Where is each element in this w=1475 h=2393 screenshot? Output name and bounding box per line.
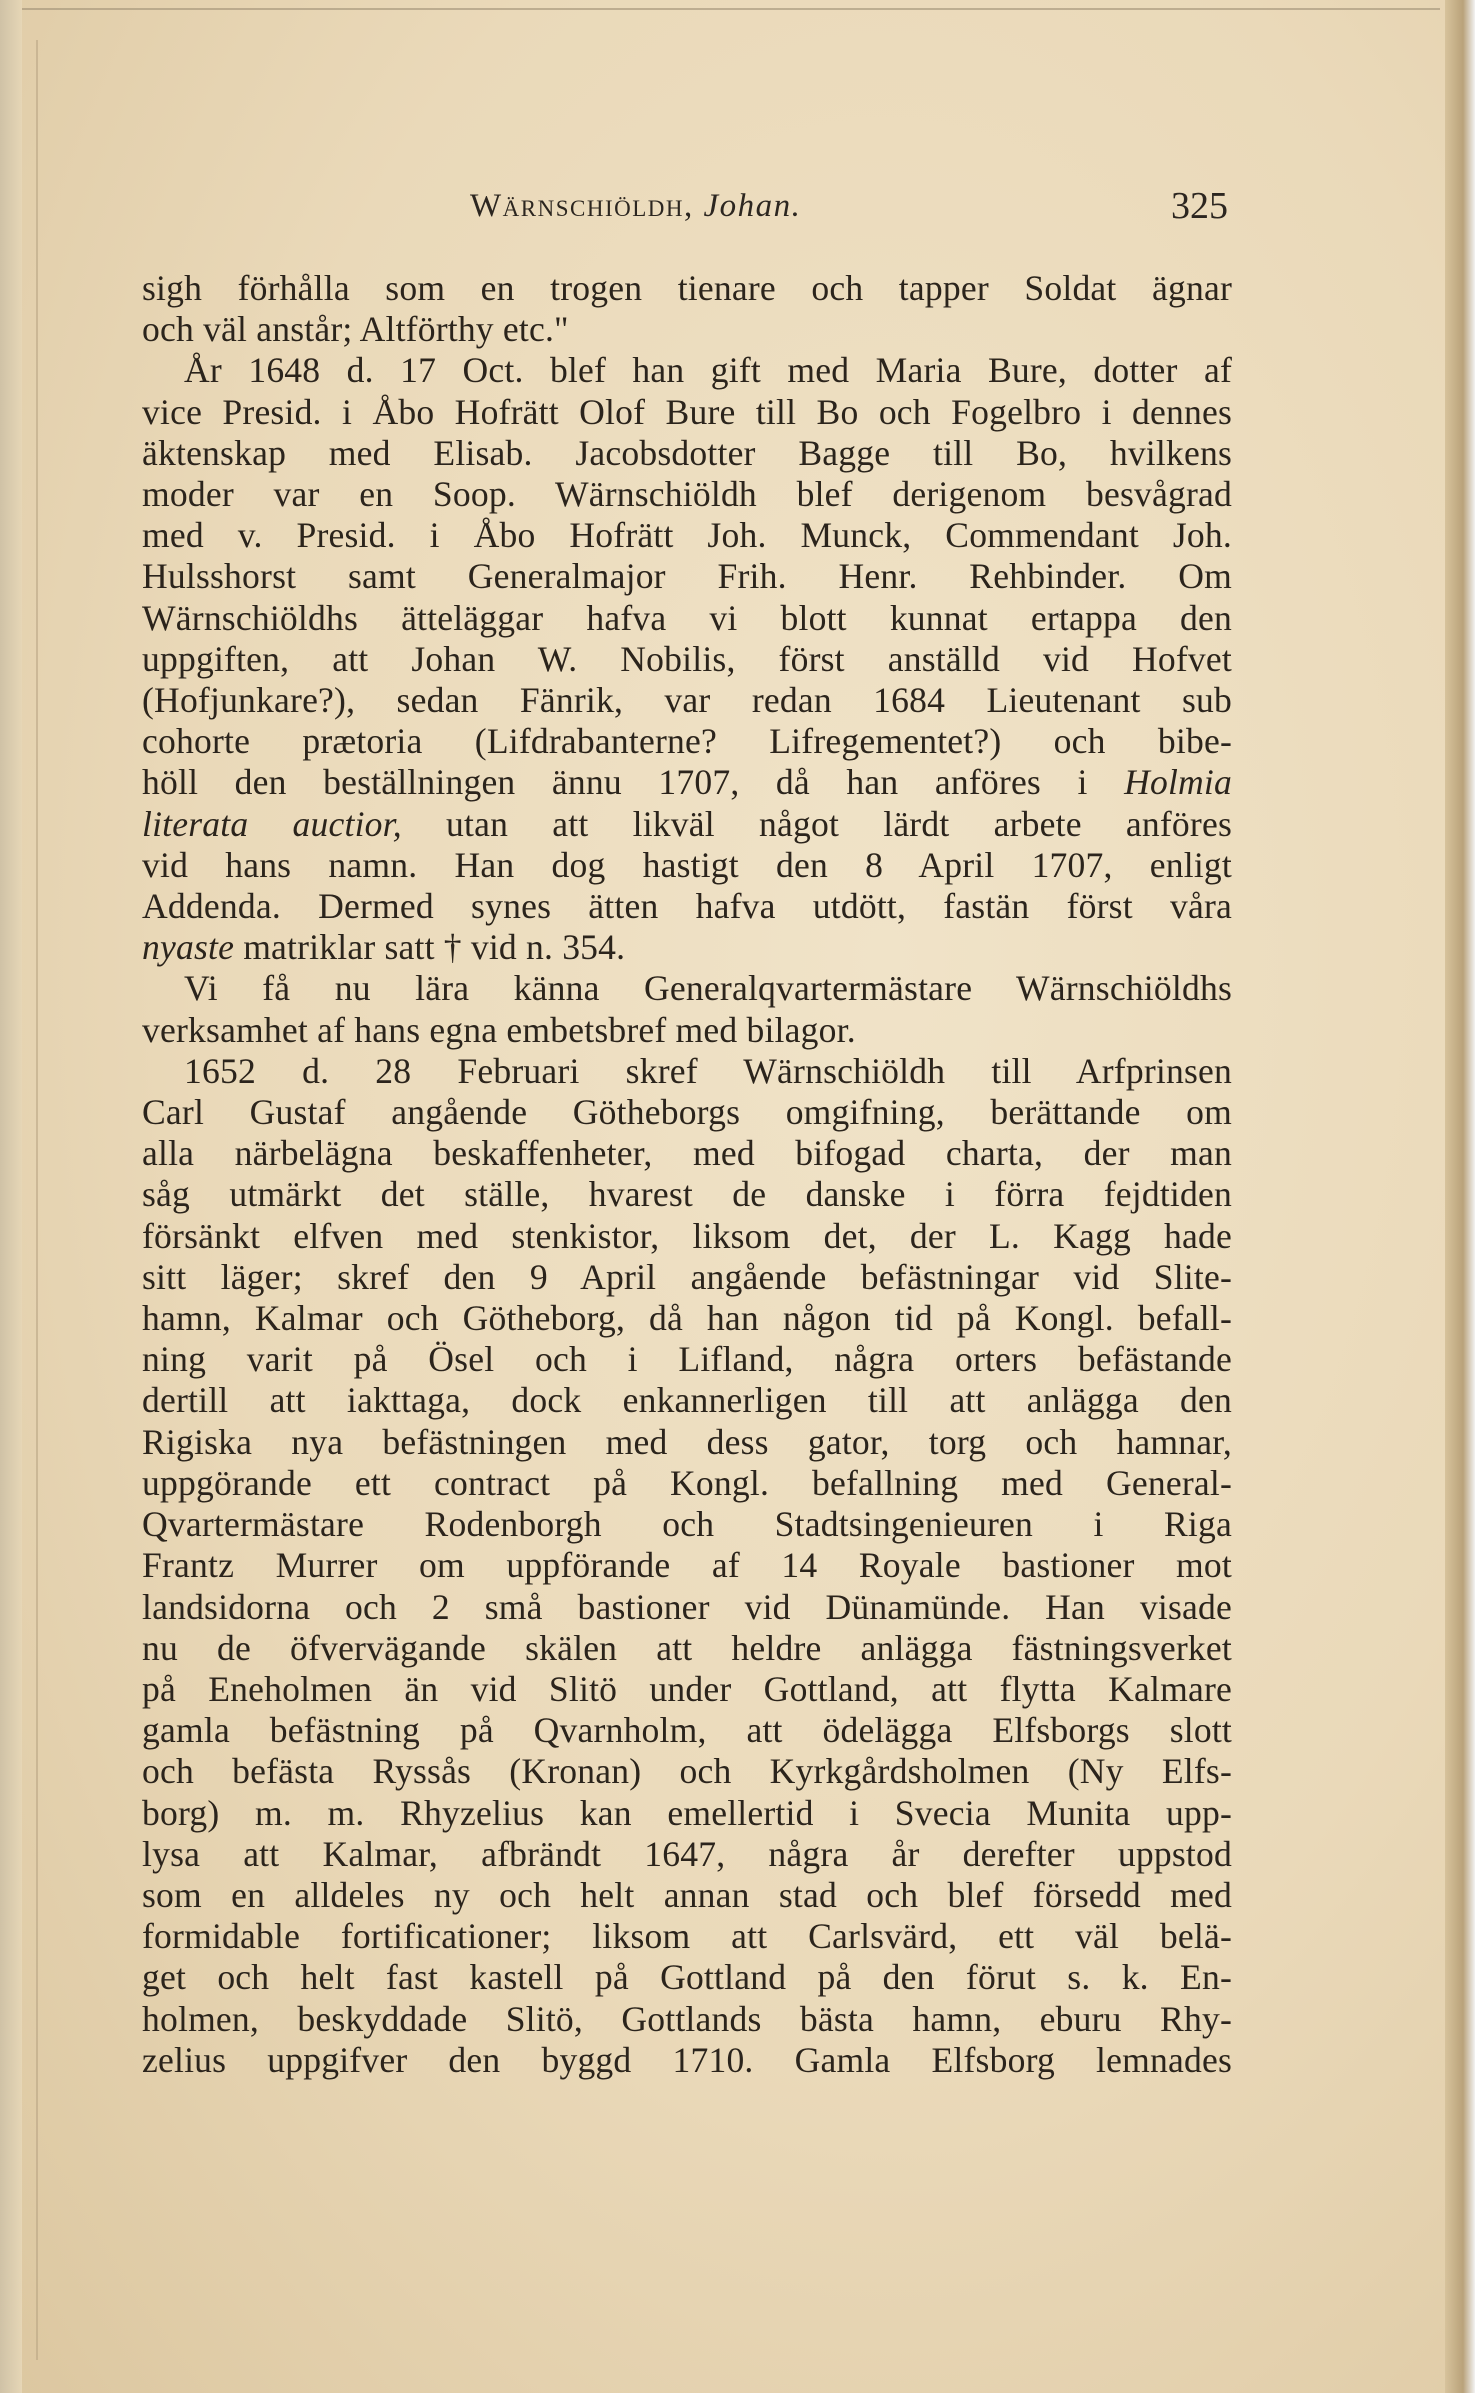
text-fragment: Rigiska nya befästningen med dess gator, torg och hamnar, (142, 1421, 1232, 1462)
running-title (470, 188, 801, 225)
text-fragment: såg utmärkt det ställe, hvarest de danske i förra fejdtiden (142, 1174, 1232, 1215)
text-line (142, 1545, 1232, 1586)
text-line (142, 1999, 1232, 2040)
text-line (142, 474, 1232, 515)
page-number: 325 (1171, 185, 1228, 227)
text-line (142, 886, 1232, 927)
text-line (142, 1875, 1232, 1916)
text-fragment: Qvartermästare Rodenborgh och Stadtsingenieuren i Riga (142, 1504, 1232, 1545)
italic-text: literata auctior, (142, 803, 402, 844)
text-line (142, 556, 1232, 597)
text-fragment: försänkt elfven med stenkistor, liksom det, der L. Kagg hade (142, 1215, 1232, 1256)
text-line (142, 392, 1232, 433)
text-fragment: verksamhet af hans egna embetsbref med bilagor. (142, 1009, 856, 1050)
text-fragment: landsidorna och 2 små bastioner vid Dünamünde. Han visade (142, 1586, 1232, 1627)
text-line (142, 268, 1232, 309)
text-fragment: äktenskap med Elisab. Jacobsdotter Bagge till Bo, hvilkens (142, 432, 1232, 473)
text-line (142, 762, 1232, 803)
running-header (140, 180, 1240, 240)
text-fragment: vice Presid. i Åbo Hofrätt Olof Bure till Bo och Fogelbro i dennes (142, 391, 1232, 432)
text-line (142, 1298, 1232, 1339)
text-fragment: (Hofjunkare?), sedan Fänrik, var redan 1684 Lieutenant sub (142, 680, 1232, 721)
italic-text: nyaste (142, 927, 235, 968)
text-line (142, 1010, 1232, 1051)
text-line (142, 1133, 1232, 1174)
text-fragment: höll den beställningen ännu 1707, då han anföres i (142, 762, 1125, 803)
text-fragment: dertill att iakttaga, dock enkannerligen till att anlägga den (142, 1380, 1232, 1421)
text-fragment: holmen, beskyddade Slitö, Gottlands bästa hamn, eburu Rhy- (142, 1998, 1232, 2039)
page-fold-line (36, 40, 38, 2360)
text-line (142, 1380, 1232, 1421)
text-line (142, 1216, 1232, 1257)
text-line (142, 927, 1232, 968)
text-fragment: Vi få nu lära känna Generalqvartermästare Wärnschiöldhs (184, 968, 1232, 1009)
text-fragment: Hulsshorst samt Generalmajor Frih. Henr. Rehbinder. Om (142, 556, 1232, 597)
text-line (142, 598, 1232, 639)
text-fragment: sitt läger; skref den 9 April angående befästningar vid Slite- (142, 1256, 1232, 1297)
text-fragment: Carl Gustaf angående Götheborgs omgifning, berättande om (142, 1092, 1232, 1133)
text-fragment: gamla befästning på Qvarnholm, att ödelägga Elfsborgs slott (142, 1710, 1232, 1751)
text-fragment: matriklar satt † vid n. 354. (234, 927, 626, 968)
text-line (142, 1092, 1232, 1133)
text-line (142, 1751, 1232, 1792)
text-fragment: som en alldeles ny och helt annan stad och blef försedd med (142, 1874, 1232, 1915)
text-fragment: och befästa Ryssås (Kronan) och Kyrkgårdsholmen (Ny Elfs- (142, 1751, 1232, 1792)
text-fragment: År 1648 d. 17 Oct. blef han gift med Maria Bure, dotter af (184, 350, 1232, 391)
text-fragment: Frantz Murrer om uppförande af 14 Royale bastioner mot (142, 1545, 1232, 1586)
text-fragment: cohorte prætoria (Lifdrabanterne? Lifregementet?) och bibe- (142, 721, 1232, 762)
text-line (142, 1669, 1232, 1710)
text-fragment: ning varit på Ösel och i Lifland, några orters befästande (142, 1339, 1232, 1380)
text-fragment: vid hans namn. Han dog hastigt den 8 April 1707, enligt (142, 844, 1232, 885)
text-fragment: alla närbelägna beskaffenheter, med bifogad charta, der man (142, 1133, 1232, 1174)
text-line (142, 1257, 1232, 1298)
text-fragment: och väl anstår; Altförthy etc." (142, 309, 569, 350)
text-fragment: hamn, Kalmar och Götheborg, då han någon tid på Kongl. befall- (142, 1298, 1232, 1339)
body-text (142, 268, 1232, 2081)
text-line (142, 1710, 1232, 1751)
text-line (142, 639, 1232, 680)
text-fragment: Addenda. Dermed synes ätten hafva utdött, fastän först våra (142, 886, 1232, 927)
text-line (142, 1504, 1232, 1545)
text-line (142, 680, 1232, 721)
text-line (142, 1422, 1232, 1463)
text-line (142, 1916, 1232, 1957)
page-binding-edge (0, 0, 22, 2393)
text-line (142, 968, 1232, 1009)
text-line (142, 350, 1232, 391)
text-fragment: zelius uppgifver den byggd 1710. Gamla Elfsborg lemnades (142, 2039, 1232, 2080)
text-line (142, 2040, 1232, 2081)
text-line (142, 804, 1232, 845)
text-line (142, 309, 1232, 350)
text-line (142, 1051, 1232, 1092)
text-fragment: utan att likväl något lärdt arbete anföres (401, 803, 1232, 844)
text-fragment: på Eneholmen än vid Slitö under Gottland, att flytta Kalmare (142, 1668, 1232, 1709)
text-line (142, 845, 1232, 886)
text-fragment: nu de öfvervägande skälen att heldre anlägga fästningsverket (142, 1627, 1232, 1668)
text-fragment: uppgörande ett contract på Kongl. befallning med General- (142, 1462, 1232, 1503)
running-title-name: Wärnschiöldh, (470, 188, 694, 224)
text-line (142, 1834, 1232, 1875)
page-top-edge (0, 8, 1440, 10)
text-line (142, 721, 1232, 762)
text-fragment: sigh förhålla som en trogen tienare och tapper Soldat ägnar (142, 268, 1232, 308)
text-fragment: lysa att Kalmar, afbrändt 1647, några år derefter uppstod (142, 1833, 1232, 1874)
page-right-shadow (1445, 0, 1475, 2393)
text-fragment: Wärnschiöldhs ätteläggar hafva vi blott kunnat ertappa den (142, 597, 1232, 638)
text-fragment: med v. Presid. i Åbo Hofrätt Joh. Munck, Commendant Joh. (142, 515, 1232, 556)
text-fragment: get och helt fast kastell på Gottland på den förut s. k. En- (142, 1957, 1232, 1998)
text-fragment: borg) m. m. Rhyzelius kan emellertid i Svecia Munita upp- (142, 1792, 1232, 1833)
text-fragment: uppgiften, att Johan W. Nobilis, först anställd vid Hofvet (142, 638, 1232, 679)
text-line (142, 1628, 1232, 1669)
text-line (142, 1957, 1232, 1998)
text-line (142, 433, 1232, 474)
text-line (142, 1339, 1232, 1380)
text-fragment: formidable fortificationer; liksom att Carlsvärd, ett väl belä- (142, 1916, 1232, 1957)
text-fragment: moder var en Soop. Wärnschiöldh blef derigenom besvågrad (142, 474, 1232, 515)
text-line (142, 1463, 1232, 1504)
text-line (142, 1174, 1232, 1215)
text-line (142, 515, 1232, 556)
text-fragment: 1652 d. 28 Februari skref Wärnschiöldh till Arfprinsen (184, 1050, 1232, 1091)
text-line (142, 1587, 1232, 1628)
running-title-first-name: Johan. (703, 188, 802, 224)
italic-text: Holmia (1124, 762, 1232, 803)
text-line (142, 1793, 1232, 1834)
